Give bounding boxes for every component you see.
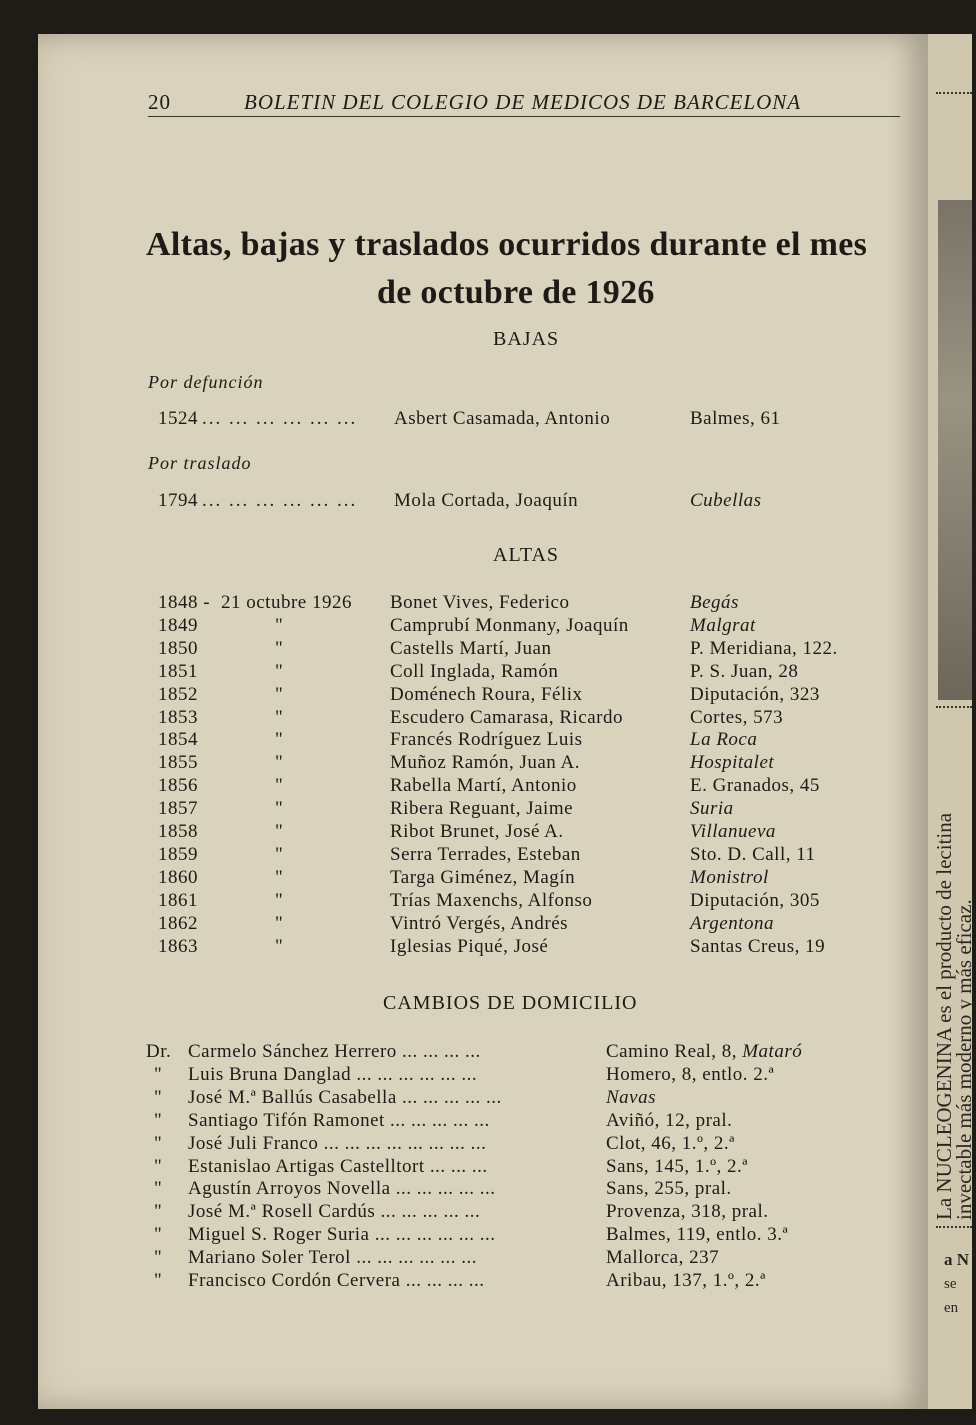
member-number: 1855 <box>158 752 198 774</box>
member-address: P. S. Juan, 28 <box>690 660 799 682</box>
alta-row <box>158 728 898 751</box>
member-number: 1860 <box>158 866 198 888</box>
title-prefix: " <box>154 1224 163 1246</box>
alta-row <box>158 912 898 935</box>
leader-dots: ... ... ... ... ... ... <box>202 408 358 429</box>
adjacent-page-advert <box>934 700 974 1220</box>
adjacent-page-photo <box>938 200 972 700</box>
member-name: Ribera Reguant, Jaime <box>390 798 574 820</box>
alta-row <box>158 797 898 820</box>
member-name: Escudero Camarasa, Ricardo <box>390 706 623 728</box>
ditto-mark: " <box>275 706 284 728</box>
member-number: 1857 <box>158 798 198 820</box>
member-address: E. Granados, 45 <box>690 775 820 797</box>
member-name: Asbert Casamada, Antonio <box>394 408 611 429</box>
subheading-traslado: Por traslado <box>148 453 252 473</box>
member-number: 1861 <box>158 889 198 911</box>
member-name: José Juli Franco ... ... ... ... ... ... ... ... <box>188 1132 487 1154</box>
ditto-mark: " <box>275 798 284 820</box>
change-row <box>146 1086 886 1109</box>
ditto-mark: " <box>275 752 284 774</box>
alta-row <box>158 866 898 889</box>
address-town: Navas <box>606 1086 656 1108</box>
strip-fragment: a N <box>944 1250 970 1269</box>
section-heading-altas: ALTAS <box>493 544 560 566</box>
alta-row <box>158 660 898 683</box>
address-text: Balmes, 119, entlo. 3.ª <box>606 1224 789 1246</box>
ditto-mark: " <box>275 889 284 911</box>
section-heading-cambios: CAMBIOS DE DOMICILIO <box>383 992 638 1014</box>
member-number: 1856 <box>158 775 198 797</box>
member-number: 1850 <box>158 637 198 659</box>
member-address: Suria <box>690 798 734 820</box>
change-row <box>146 1200 886 1223</box>
member-name: Mola Cortada, Joaquín <box>394 490 579 511</box>
baja-row <box>158 489 898 512</box>
member-name: Rabella Martí, Antonio <box>390 775 577 797</box>
leader-dots: ... ... ... ... ... ... <box>202 490 358 511</box>
member-address: Cubellas <box>690 490 762 511</box>
member-address <box>606 1269 766 1292</box>
member-address <box>606 1246 719 1269</box>
advert-line: La NUCLEOGENINA es el producto de lecitina <box>932 812 956 1220</box>
member-address: Sto. D. Call, 11 <box>690 843 816 865</box>
address-text: Sans, 255, pral. <box>606 1178 732 1200</box>
title-prefix: " <box>154 1270 163 1291</box>
member-address <box>606 1177 732 1200</box>
member-number: 1852 <box>158 683 198 705</box>
member-name: Francisco Cordón Cervera ... ... ... ... <box>188 1270 485 1291</box>
member-address <box>606 1063 774 1086</box>
change-row <box>146 1155 886 1178</box>
baja-row <box>158 407 898 430</box>
ditto-mark: " <box>275 843 284 865</box>
change-row <box>146 1040 886 1063</box>
member-address <box>606 1040 802 1063</box>
section-heading-bajas: BAJAS <box>493 328 560 350</box>
change-row <box>146 1223 886 1246</box>
title-prefix: " <box>154 1178 163 1200</box>
address-text: Aribau, 137, 1.º, 2.ª <box>606 1270 766 1291</box>
change-row <box>146 1246 886 1269</box>
member-number: 1524 <box>158 408 198 429</box>
member-name: Carmelo Sánchez Herrero ... ... ... ... <box>188 1041 481 1062</box>
ditto-mark: " <box>275 683 284 705</box>
subheading-defuncion: Por defunción <box>148 372 264 392</box>
member-address: Begás <box>690 592 739 613</box>
page-number: 20 <box>148 90 171 114</box>
ditto-mark: " <box>275 660 284 682</box>
member-name: José M.ª Ballús Casabella ... ... ... ... ... <box>188 1086 502 1108</box>
member-address: Balmes, 61 <box>690 408 781 429</box>
title-prefix: Dr. <box>146 1041 172 1062</box>
article-title-line2: de octubre de 1926 <box>377 274 655 311</box>
strip-dotted-rule <box>936 1226 972 1228</box>
alta-row <box>158 935 898 958</box>
member-number: 1848 - <box>158 592 211 613</box>
member-number: 1863 <box>158 935 198 957</box>
strip-fragment: en <box>944 1300 959 1316</box>
change-row <box>146 1063 886 1086</box>
member-name: Agustín Arroyos Novella ... ... ... ... ... <box>188 1178 496 1200</box>
change-row <box>146 1132 886 1155</box>
title-prefix: " <box>154 1086 163 1108</box>
member-address: Diputación, 305 <box>690 889 820 911</box>
member-address <box>606 1132 735 1155</box>
member-name: Targa Giménez, Magín <box>390 866 576 888</box>
member-name: Luis Bruna Danglad ... ... ... ... ... ... <box>188 1063 478 1085</box>
address-text: Clot, 46, 1.º, 2.ª <box>606 1132 735 1154</box>
member-number: 1858 <box>158 821 198 842</box>
title-prefix: " <box>154 1201 163 1223</box>
member-name: Vintró Vergés, Andrés <box>390 912 569 934</box>
member-address <box>606 1200 768 1223</box>
member-number: 1794 <box>158 490 198 511</box>
member-number: 1859 <box>158 843 198 865</box>
member-name: Serra Terrades, Esteban <box>390 843 581 865</box>
member-address: Argentona <box>690 912 775 934</box>
alta-row <box>158 820 898 843</box>
alta-row <box>158 774 898 797</box>
member-number: 1853 <box>158 706 198 728</box>
member-address: Monistrol <box>690 866 769 888</box>
member-address: Hospitalet <box>690 752 775 774</box>
address-text: Homero, 8, entlo. 2.ª <box>606 1063 775 1085</box>
member-name: Castells Martí, Juan <box>390 637 552 659</box>
running-header <box>148 90 900 117</box>
member-address <box>606 1155 748 1178</box>
member-address <box>606 1086 656 1109</box>
member-name: Iglesias Piqué, José <box>390 935 549 957</box>
member-name: Estanislao Artigas Castelltort ... ... ... <box>188 1155 488 1177</box>
alta-row <box>158 614 898 637</box>
alta-row <box>158 706 898 729</box>
member-address: Malgrat <box>690 614 756 636</box>
journal-title: BOLETIN DEL COLEGIO DE MEDICOS DE BARCELONA <box>244 90 802 114</box>
address-text: Mallorca, 237 <box>606 1247 720 1269</box>
member-number: 1862 <box>158 912 198 934</box>
member-name: Bonet Vives, Federico <box>390 592 570 613</box>
member-name: Francés Rodríguez Luis <box>390 729 583 751</box>
member-address <box>606 1223 788 1246</box>
address-text: Sans, 145, 1.º, 2.ª <box>606 1155 749 1177</box>
address-text: Provenza, 318, pral. <box>606 1201 769 1223</box>
member-number: 1851 <box>158 660 198 682</box>
member-name: Trías Maxenchs, Alfonso <box>390 889 593 911</box>
address-text: Camino Real, 8, <box>606 1041 743 1062</box>
alta-row <box>158 637 898 660</box>
member-name: Ribot Brunet, José A. <box>390 821 564 842</box>
member-address: La Roca <box>690 729 758 751</box>
title-prefix: " <box>154 1063 163 1085</box>
ditto-mark: " <box>275 775 284 797</box>
advert-line: invectable más moderno y más eficaz. <box>952 899 976 1220</box>
member-address: Villanueva <box>690 821 776 842</box>
ditto-mark: " <box>275 912 284 934</box>
ditto-mark: " <box>275 866 284 888</box>
member-name: Doménech Roura, Félix <box>390 683 583 705</box>
member-number: 1854 <box>158 729 198 751</box>
member-number: 1849 <box>158 614 198 636</box>
alta-row <box>158 591 898 614</box>
ditto-mark: " <box>275 729 284 751</box>
alta-row <box>158 843 898 866</box>
member-name: Camprubí Monmany, Joaquín <box>390 614 629 636</box>
member-name: Miguel S. Roger Suria ... ... ... ... ... ... <box>188 1224 496 1246</box>
alta-row <box>158 889 898 912</box>
alta-row <box>158 683 898 706</box>
member-address: Cortes, 573 <box>690 706 784 728</box>
ditto-mark: " <box>275 821 284 842</box>
member-name: Coll Inglada, Ramón <box>390 660 559 682</box>
member-name: Mariano Soler Terol ... ... ... ... ... ... <box>188 1247 477 1269</box>
article-title-line1: Altas, bajas y traslados ocurridos durante el mes <box>146 226 868 263</box>
member-address: P. Meridiana, 122. <box>690 637 838 659</box>
change-row <box>146 1269 886 1292</box>
strip-fragment: se <box>944 1276 957 1292</box>
change-row <box>146 1177 886 1200</box>
admission-date: 21 octubre 1926 <box>221 592 352 613</box>
alta-row <box>158 751 898 774</box>
ditto-mark: " <box>275 637 284 659</box>
ditto-mark: " <box>275 614 284 636</box>
title-prefix: " <box>154 1155 163 1177</box>
title-prefix: " <box>154 1132 163 1154</box>
strip-dotted-rule <box>936 92 972 94</box>
ditto-mark: " <box>275 935 284 957</box>
title-prefix: " <box>154 1247 163 1269</box>
member-name: José M.ª Rosell Cardús ... ... ... ... ... <box>188 1201 481 1223</box>
member-name: Muñoz Ramón, Juan A. <box>390 752 580 774</box>
member-address <box>606 1109 732 1132</box>
title-prefix: " <box>154 1109 163 1131</box>
member-address: Santas Creus, 19 <box>690 935 826 957</box>
address-town: Mataró <box>742 1041 803 1062</box>
member-name: Santiago Tifón Ramonet ... ... ... ... ... <box>188 1109 490 1131</box>
member-address: Diputación, 323 <box>690 683 820 705</box>
address-text: Aviñó, 12, pral. <box>606 1109 733 1131</box>
change-row <box>146 1109 886 1132</box>
